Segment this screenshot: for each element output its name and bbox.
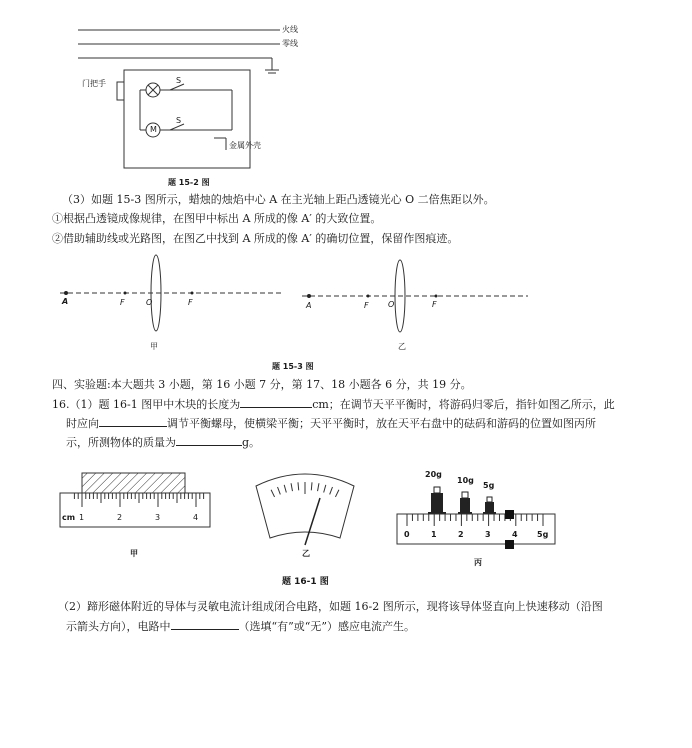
rider-tick-4: 4 (512, 530, 518, 539)
right-figure-label: 乙 (398, 342, 406, 351)
q16-line3-part-a: 示，所测物体的质量为 (66, 436, 176, 449)
switch-s2-label: S (176, 116, 182, 125)
rider-bottom (505, 540, 514, 549)
answer-blank-current[interactable] (171, 619, 239, 630)
q16-2-line1: （2）蹄形磁体附近的导体与灵敏电流计组成闭合电路，如题 16-2 图所示，现将该导体竖直向上快速移动（沿图 (58, 600, 603, 613)
q16-line2-part-a: 时应向 (66, 417, 99, 430)
q16-2-line2-part-a: 示箭头方向），电路中 (66, 620, 171, 633)
left-figure-label: 甲 (150, 342, 158, 351)
live-wire-label: 火线 (282, 25, 298, 34)
rider-tick-1: 1 (431, 530, 437, 539)
q16-line2-part-b: 调节平衡螺母，使横梁平衡；天平平衡时，放在天平右盘中的砝码和游码的位置如图丙所 (167, 417, 596, 430)
ruler-unit-label: cm (62, 513, 76, 522)
q16-line1-part-b: cm；在调节天平平衡时，将游码归零后，指针如图乙所示，此 (312, 398, 615, 411)
label-bing: 丙 (474, 558, 482, 567)
ruler-tick-2: 2 (117, 513, 123, 522)
q15-3-line1: （3）如题 15-3 图所示，蜡烛的烛焰中心 A 在主光轴上距凸透镜光心 O 二倍焦距以外。 (62, 193, 495, 206)
ruler-tick-1: 1 (79, 513, 85, 522)
left-F1-label: F (120, 298, 125, 307)
right-A-label: A (306, 301, 312, 310)
wood-block (82, 473, 185, 493)
label-jia: 甲 (130, 549, 138, 558)
rider-tick-5: 5g (537, 530, 549, 539)
figure-15-2-caption: 题 15-2 图 (168, 178, 210, 187)
weight-20g (428, 487, 446, 516)
left-A-label: A (62, 297, 69, 306)
q15-3-line3: ②借助辅助线或光路图，在图乙中找到 A 所成的像 A′ 的确切位置，保留作图痕迹。 (52, 232, 459, 245)
ruler-tick-3: 3 (155, 513, 161, 522)
right-F1-label: F (364, 301, 369, 310)
weight-5g (483, 497, 496, 516)
weight-10g-label: 10g (457, 476, 474, 485)
rider-tick-0: 0 (404, 530, 410, 539)
neutral-wire-label: 零线 (282, 39, 298, 48)
rider-tick-2: 2 (458, 530, 464, 539)
door-handle-label: 门把手 (82, 79, 106, 88)
label-yi: 乙 (302, 549, 310, 558)
q16-line3-part-b: g。 (242, 436, 261, 449)
weight-10g (458, 492, 472, 516)
section-4-header: 四、实验题:本大题共 3 小题，第 16 小题 7 分，第 17、18 小题各 6 分，共 19 分。 (52, 378, 472, 391)
metal-shell-label: 金属外壳 (229, 141, 261, 150)
left-O-label: O (146, 298, 153, 307)
weight-5g-label: 5g (483, 481, 495, 490)
right-F2-label: F (432, 300, 437, 309)
q16-2-line2-part-b: （选填“有”或“无”）感应电流产生。 (238, 620, 415, 633)
weight-20g-label: 20g (425, 470, 442, 479)
motor-label: M (150, 125, 157, 134)
figure-15-3-caption: 题 15-3 图 (272, 362, 314, 371)
left-F2-label: F (188, 298, 193, 307)
rider-scale (397, 514, 555, 544)
q15-3-line2: ①根据凸透镜成像规律，在图甲中标出 A 所成的像 A′ 的大致位置。 (52, 212, 382, 225)
figure-16-1-caption: 题 16-1 图 (282, 577, 329, 587)
rider-top (505, 510, 514, 519)
q16-line1-part-a: 16.（1）题 16-1 图甲中木块的长度为 (52, 398, 241, 411)
rider-tick-3: 3 (485, 530, 491, 539)
ruler-tick-4: 4 (193, 513, 199, 522)
switch-s1-label: S (176, 76, 182, 85)
right-O-label: O (388, 300, 395, 309)
q16-2-line2 (66, 619, 415, 634)
